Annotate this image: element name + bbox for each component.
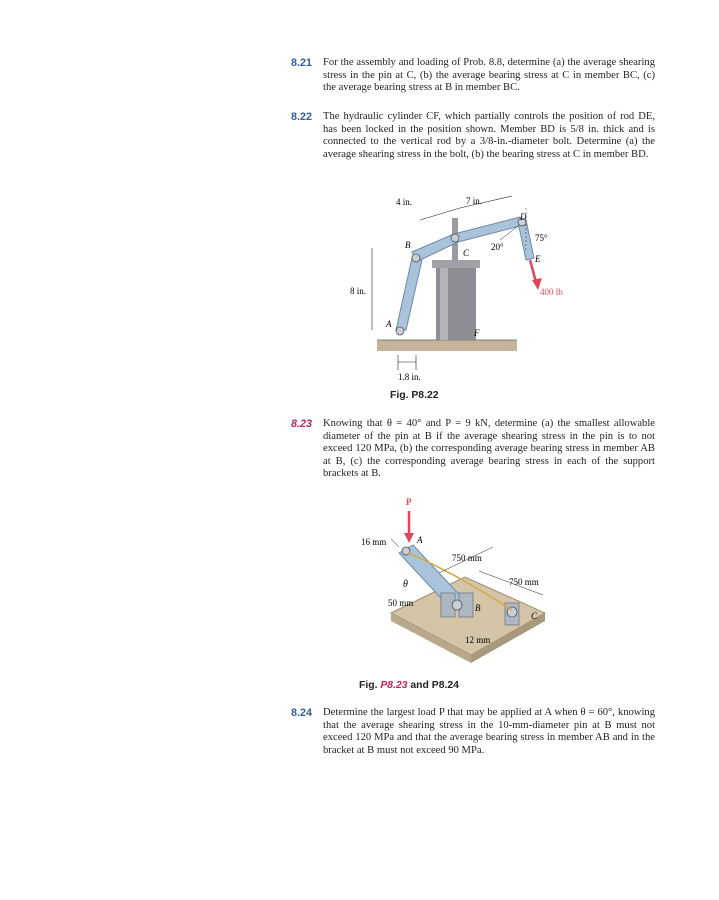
problem-text: Knowing that θ = 40° and P = 9 kN, determine (a) the smallest allowable diameter of the pin at B if the average shearing stress in the pin is to not exceed 120 MPa, (b) the corresponding average bearing stress in member AB at B, (c) the corresponding average bearing stress in each of the support brackets at B. (323, 418, 655, 480)
label-b: B (405, 240, 411, 250)
problem-8-21 (292, 57, 655, 95)
label-e: E (535, 254, 541, 264)
dim-4in: 4 in. (396, 197, 413, 207)
label-c: C (463, 248, 470, 258)
label-a: A (386, 319, 392, 329)
problem-8-22 (292, 111, 655, 161)
caption-suffix: and P8.24 (410, 680, 459, 691)
dim-1-8in: 1.8 in. (398, 372, 421, 382)
dim-7in: 7 in. (466, 196, 483, 206)
caption-red: P8.23 (380, 680, 408, 691)
problem-text: For the assembly and loading of Prob. 8.8, determine (a) the average shearing stress in the pin at C, (b) the average bearing stress at C in member BC, (c) the average bearing stress at B in member BC. (323, 57, 655, 94)
theta-label: θ (403, 579, 408, 590)
label-d: D (520, 212, 527, 222)
figure-p8-22 (350, 190, 610, 390)
figure-caption-p8-23 (359, 680, 459, 691)
label-a: A (417, 535, 423, 545)
caption-prefix: Fig. (359, 680, 378, 691)
angle-20: 20° (491, 242, 504, 252)
dim-12mm: 12 mm (465, 635, 491, 645)
figure-caption-p8-22: Fig. P8.22 (390, 390, 439, 401)
dim-8in: 8 in. (350, 286, 367, 296)
problem-8-24 (292, 707, 655, 757)
problem-number: 8.23 (291, 418, 313, 430)
problem-text: Determine the largest load P that may be applied at A when θ = 60°, knowing that the average shearing stress in the 10-mm-diameter pin at B must not exceed 120 MPa and that the average bearing stress in member AB and in the bracket at B must not exceed 90 MPa. (323, 707, 655, 756)
dim-750b: 750 mm (509, 577, 539, 587)
dim-16mm: 16 mm (361, 537, 387, 547)
problem-number: 8.24 (291, 707, 313, 719)
dim-750a: 750 mm (452, 553, 482, 563)
label-c: C (531, 611, 538, 621)
pin-b (412, 254, 420, 262)
figure-p8-23 (355, 495, 575, 675)
member-ab (396, 258, 422, 330)
problem-number: 8.22 (291, 111, 313, 123)
pin-c (451, 234, 459, 242)
angle-75: 75° (535, 233, 548, 243)
pin-b (452, 600, 462, 610)
load-label: 400 lb (540, 287, 563, 297)
label-f: F (474, 328, 480, 338)
label-p: P (406, 497, 412, 507)
ground (377, 340, 517, 351)
dim-50mm: 50 mm (388, 598, 414, 608)
pin-a (396, 327, 404, 335)
problem-number: 8.21 (291, 57, 313, 69)
problem-8-23 (292, 418, 655, 481)
problem-text: The hydraulic cylinder CF, which partially controls the position of rod DE, has been locked in the position shown. Member BD is 5/8 in. thick and is connected to the vertical rod by a 3/8-in.-diameter bolt. Determine (a) the average shearing stress in the bolt, (b) the bearing stress at C in member BD. (323, 111, 655, 160)
label-b: B (475, 603, 481, 613)
